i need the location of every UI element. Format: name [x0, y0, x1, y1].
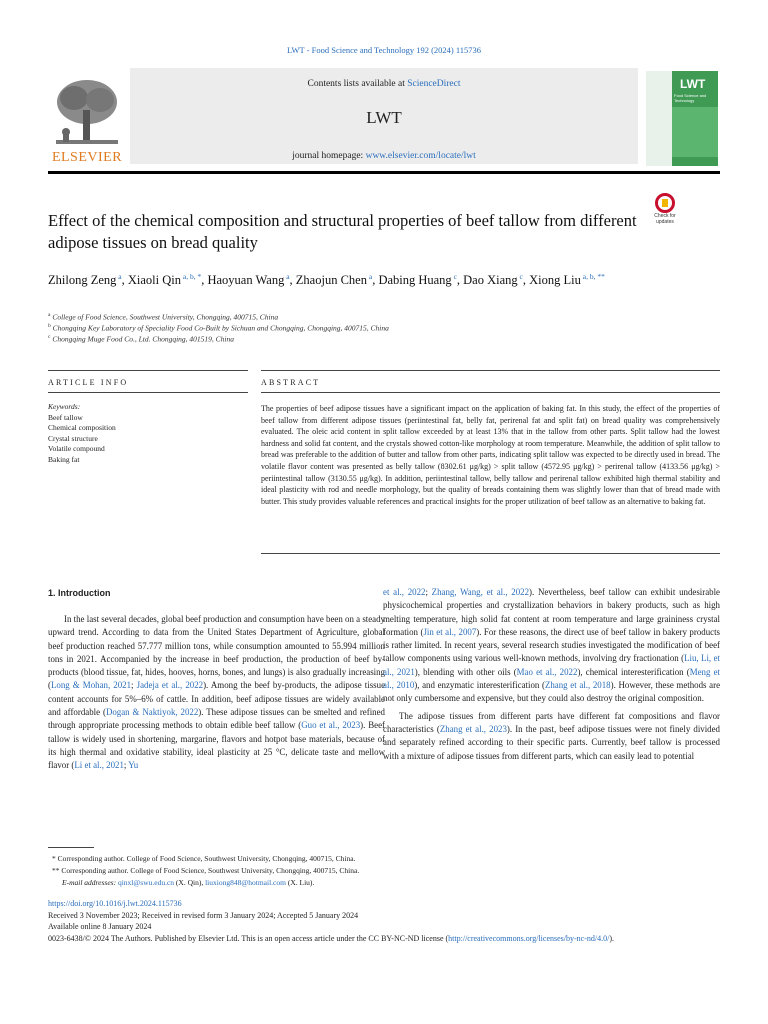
abstract-bottom-rule [261, 553, 720, 554]
cover-band [672, 107, 718, 157]
paragraph-text: ), and enzymatic interesterification ( [414, 680, 545, 691]
journal-homepage-line [130, 151, 638, 161]
email-link-liu[interactable]: liuxiong848@hotmail.com [205, 878, 286, 887]
check-updates-icon [655, 193, 675, 213]
paragraph-text: ; [123, 760, 129, 771]
paragraph-text: ; [425, 587, 432, 597]
license-suffix: ). [609, 933, 614, 943]
abstract-heading: ABSTRACT [261, 378, 321, 387]
article-info-heading: ARTICLE INFO [48, 378, 129, 387]
citation-link[interactable]: Yu [128, 760, 139, 771]
author-affiliation-marker[interactable]: a, b, ** [580, 272, 605, 281]
check-updates-line2: updates [656, 219, 674, 225]
citation-link[interactable]: Mao et al., 2022 [516, 666, 578, 677]
paragraph-text: ), blending with other oils ( [414, 666, 517, 677]
article-info-rule [48, 370, 248, 371]
citation-link[interactable]: Guo et al., 2023 [301, 720, 361, 731]
author-affiliation-marker[interactable]: a [284, 272, 290, 281]
received-dates: Received 3 November 2023; Received in revised form 3 January 2024; Accepted 5 January 2024 [48, 910, 359, 920]
citation-link[interactable]: Jin et al., 2007 [423, 626, 477, 637]
paragraph-text: ; [131, 680, 137, 691]
paragraph-text: ). However, these methods are not only cumbersome and expensive, but they could also destroy the original composition. [383, 680, 721, 704]
keyword-item: Chemical composition [48, 423, 116, 432]
author-name[interactable]: Zhaojun Chen [295, 273, 367, 288]
check-for-updates-button[interactable] [647, 193, 683, 233]
license-link[interactable]: http://creativecommons.org/licenses/by-nc-nd/4.0/ [448, 933, 610, 943]
citation-link[interactable]: Li et al., 2021 [74, 760, 124, 771]
license-prefix: 0023-6438/© 2024 The Authors. Published by Elsevier Ltd. This is an open access article under the CC BY-NC-ND license ( [48, 933, 449, 943]
check-updates-line1: Check for [654, 213, 676, 219]
article-info-subrule [48, 392, 248, 393]
paragraph-text: ), chemical interesterification ( [577, 666, 690, 677]
affiliation-c: $^c$ Chongqing Muge Food Co., Ltd. Chongqing, 401519, China [48, 334, 235, 344]
footnote-rule [48, 847, 94, 848]
journal-homepage-link[interactable]: www.elsevier.com/locate/lwt [365, 151, 476, 161]
citation-link[interactable]: Zhang et al., 2023 [439, 723, 507, 734]
author-name[interactable]: Xiong Liu [529, 273, 581, 288]
doi-link[interactable]: https://doi.org/10.1016/j.lwt.2024.115736 [48, 899, 182, 908]
paragraph-text: ). These adipose tissues can be smelted and refined through appropriate processing methods to obtain edible beef tallow ( [48, 707, 385, 731]
citation-link[interactable]: Long & Mohan, 2021 [50, 680, 132, 691]
keywords-block [48, 402, 248, 465]
cover-stripe [646, 71, 672, 166]
author-name[interactable]: Haoyuan Wang [207, 273, 285, 288]
cover-subtitle: Food Science and Technology [674, 93, 707, 103]
paragraph-text: In the last several decades, global beef production and consumption have been on a steady upward trend. According to data from the United States Department of Agriculture, global beef production reached 57.777 million tons, while consumption amounted to 55.994 million tons in 2021. Accompanied by the increase in beef production, the production of beef by-products (blood tissue, fat, hides, hooves, horns, bones, and lungs) is also gradually increasing ( [48, 614, 385, 691]
author-affiliation-marker[interactable]: a [366, 272, 373, 281]
cover-title: LWT [680, 77, 706, 91]
paragraph [48, 613, 385, 773]
corresponding-author-1: * Corresponding author. College of Food Science, Southwest University, Chongqing, 400715, China. [52, 854, 356, 863]
license-line [48, 933, 720, 945]
paragraph-text: ). For these reasons, the direct use of beef tallow in bakery products is rather limited. In recent years, several research studies investigated the modification of beef tallow components using various well-known methods, involving dry fractionation ( [383, 626, 720, 664]
section-heading-introduction: 1. Introduction [48, 588, 111, 598]
email-addresses [52, 877, 359, 889]
citation-link[interactable]: Liu, Li, et al., 2021 [383, 653, 720, 677]
keyword-item: Crystal structure [48, 433, 98, 443]
author-name[interactable]: Zhilong Zeng [48, 273, 117, 288]
abstract-text: The properties of beef adipose tissues have a significant impact on the application of baking fat. In this study, the effect of the properties of beef tallow from different adipose tissues (periintestinal fat, belly fat, perirenal fat and split fat) on bread quality was comprehensively evaluated. The oleic acid content in split tallow exceeded by at least 13% that in the tallow from other parts. Split tallow had the lowest hardness and solid fat content, and the crystals showed cotton-like morphology at room temperature. Meanwhile, the addition of split tallow to bread was preferable to the addition of butter and tallow from other parts, indicating split tallow was expected to be directly used in bread. The volatile flavor content was presented as belly tallow (8302.61 μg/kg) > split tallow (4572.95 μg/kg) > perirenal tallow (4133.56 μg/kg) > periintestinal tallow (3130.55 μg/kg). In addition, periintestinal tallow, belly tallow and perirenal tallow exhibited high thermal stability and ideal plasticity with rod and needle morphology, but the quality of breads containing them was slightly lower than that of bread made with butter. This study provides valuable references and practical insights for the proper utilization of beef tallow as an alternative to baking fat. [261, 404, 720, 506]
email-name-liu: (X. Liu). [285, 878, 315, 887]
author-name[interactable]: Dabing Huang [378, 273, 452, 288]
paragraph [383, 710, 720, 763]
publication-info [48, 898, 720, 944]
citation-link[interactable]: et al., 2022 [383, 587, 426, 597]
paper-title: Effect of the chemical composition and structural properties of beef tallow from different adipose tissues on bread quality [48, 211, 637, 252]
citation-link[interactable]: Jadeja et al., 2022 [136, 680, 204, 691]
paragraph-text: ). Beef tallow is widely used in shortening, margarine, flavors and hotpot base materials, because of its high thermal and oxidative stability, ideal plasticity at 25 °C, delicate taste and mellow flavor ( [48, 720, 385, 771]
paragraph-text: ). Nevertheless, beef tallow can exhibit undesirable physicochemical properties and crystallization behaviors in bakery products, such as high melting temperature, high solid fat content at room temperature and large graininess crystal formation ( [383, 587, 720, 637]
keywords-heading: Keywords: [48, 402, 81, 411]
author-name[interactable]: Xiaoli Qin [127, 273, 181, 288]
author-affiliation-marker[interactable]: a, b, * [180, 272, 202, 281]
affiliation-a: $^a$ College of Food Science, Southwest University, Chongqing, 400715, China [48, 312, 279, 322]
corresponding-author-2: ** Corresponding author. College of Food Science, Southwest University, Chongqing, 400715, China. [52, 866, 360, 875]
contents-lists-line [130, 79, 638, 89]
keyword-item: Baking fat [48, 454, 80, 464]
author-list: Zhilong Zeng $^a$, Xiaoli Qin $^{a, b, *}$, Haoyuan Wang $^a$, Zhaojun Chen $^a$, Dabing Huang $^c$, Dao Xiang $^c$, Xiong Liu $^{a, b, **}$ [48, 272, 605, 288]
contents-prefix: Contents lists available at [307, 79, 408, 89]
journal-name: LWT [366, 108, 402, 127]
paragraph [383, 586, 720, 706]
paragraph-text: ). Among the beef by-products, the adipose tissue content accounts for 5%–6% of cattle. In addition, beef adipose tissues are widely available and affordable ( [48, 680, 386, 718]
keyword-item: Volatile compound [48, 444, 105, 453]
keyword-item: Beef tallow [48, 412, 83, 422]
email-name-qin: (X. Qin), [174, 878, 206, 887]
running-head[interactable]: LWT - Food Science and Technology 192 (2024) 115736 [286, 45, 482, 55]
body-column-left [48, 613, 385, 773]
homepage-prefix: journal homepage: [292, 151, 366, 161]
author-affiliation-marker[interactable]: a [116, 272, 122, 281]
email-link-qin[interactable]: qinxl@swu.edu.cn [117, 878, 175, 887]
footnotes [52, 853, 359, 889]
abstract-rule [261, 370, 720, 371]
header-rule [48, 171, 720, 174]
body-column-right [383, 586, 720, 763]
citation-link[interactable]: Zhang, Wang, et al., 2022 [431, 587, 530, 597]
citation-link[interactable]: Dogan & Naktiyok, 2022 [105, 707, 199, 718]
journal-cover-thumbnail[interactable] [646, 71, 718, 166]
citation-link[interactable]: Meng et al., 2010 [383, 666, 720, 691]
citation-link[interactable]: Zhang et al., 2018 [544, 680, 611, 691]
sciencedirect-link[interactable]: ScienceDirect [407, 79, 461, 89]
abstract-subrule [261, 392, 720, 393]
email-label: E-mail addresses: [62, 878, 117, 887]
paragraph-text: The adipose tissues from different parts have different fat compositions and flavor characteristics ( [383, 710, 720, 734]
paragraph-text: ). In the past, beef adipose tissues were not finely divided and separately refined according to their specific parts. Currently, beef tallow is processed with a mixture of adipose tissues from different parts, which can easily lead to potential [383, 723, 720, 761]
affiliation-b: $^b$ Chongqing Key Laboratory of Speciality Food Co-Built by Sichuan and Chongqing, Chongqing, 400715, China [48, 323, 389, 333]
author-name[interactable]: Dao Xiang [463, 273, 518, 288]
available-online: Available online 8 January 2024 [48, 922, 152, 931]
author-affiliation-marker[interactable]: c [517, 272, 523, 281]
author-affiliation-marker[interactable]: c [451, 272, 457, 281]
elsevier-wordmark: ELSEVIER [51, 150, 123, 165]
